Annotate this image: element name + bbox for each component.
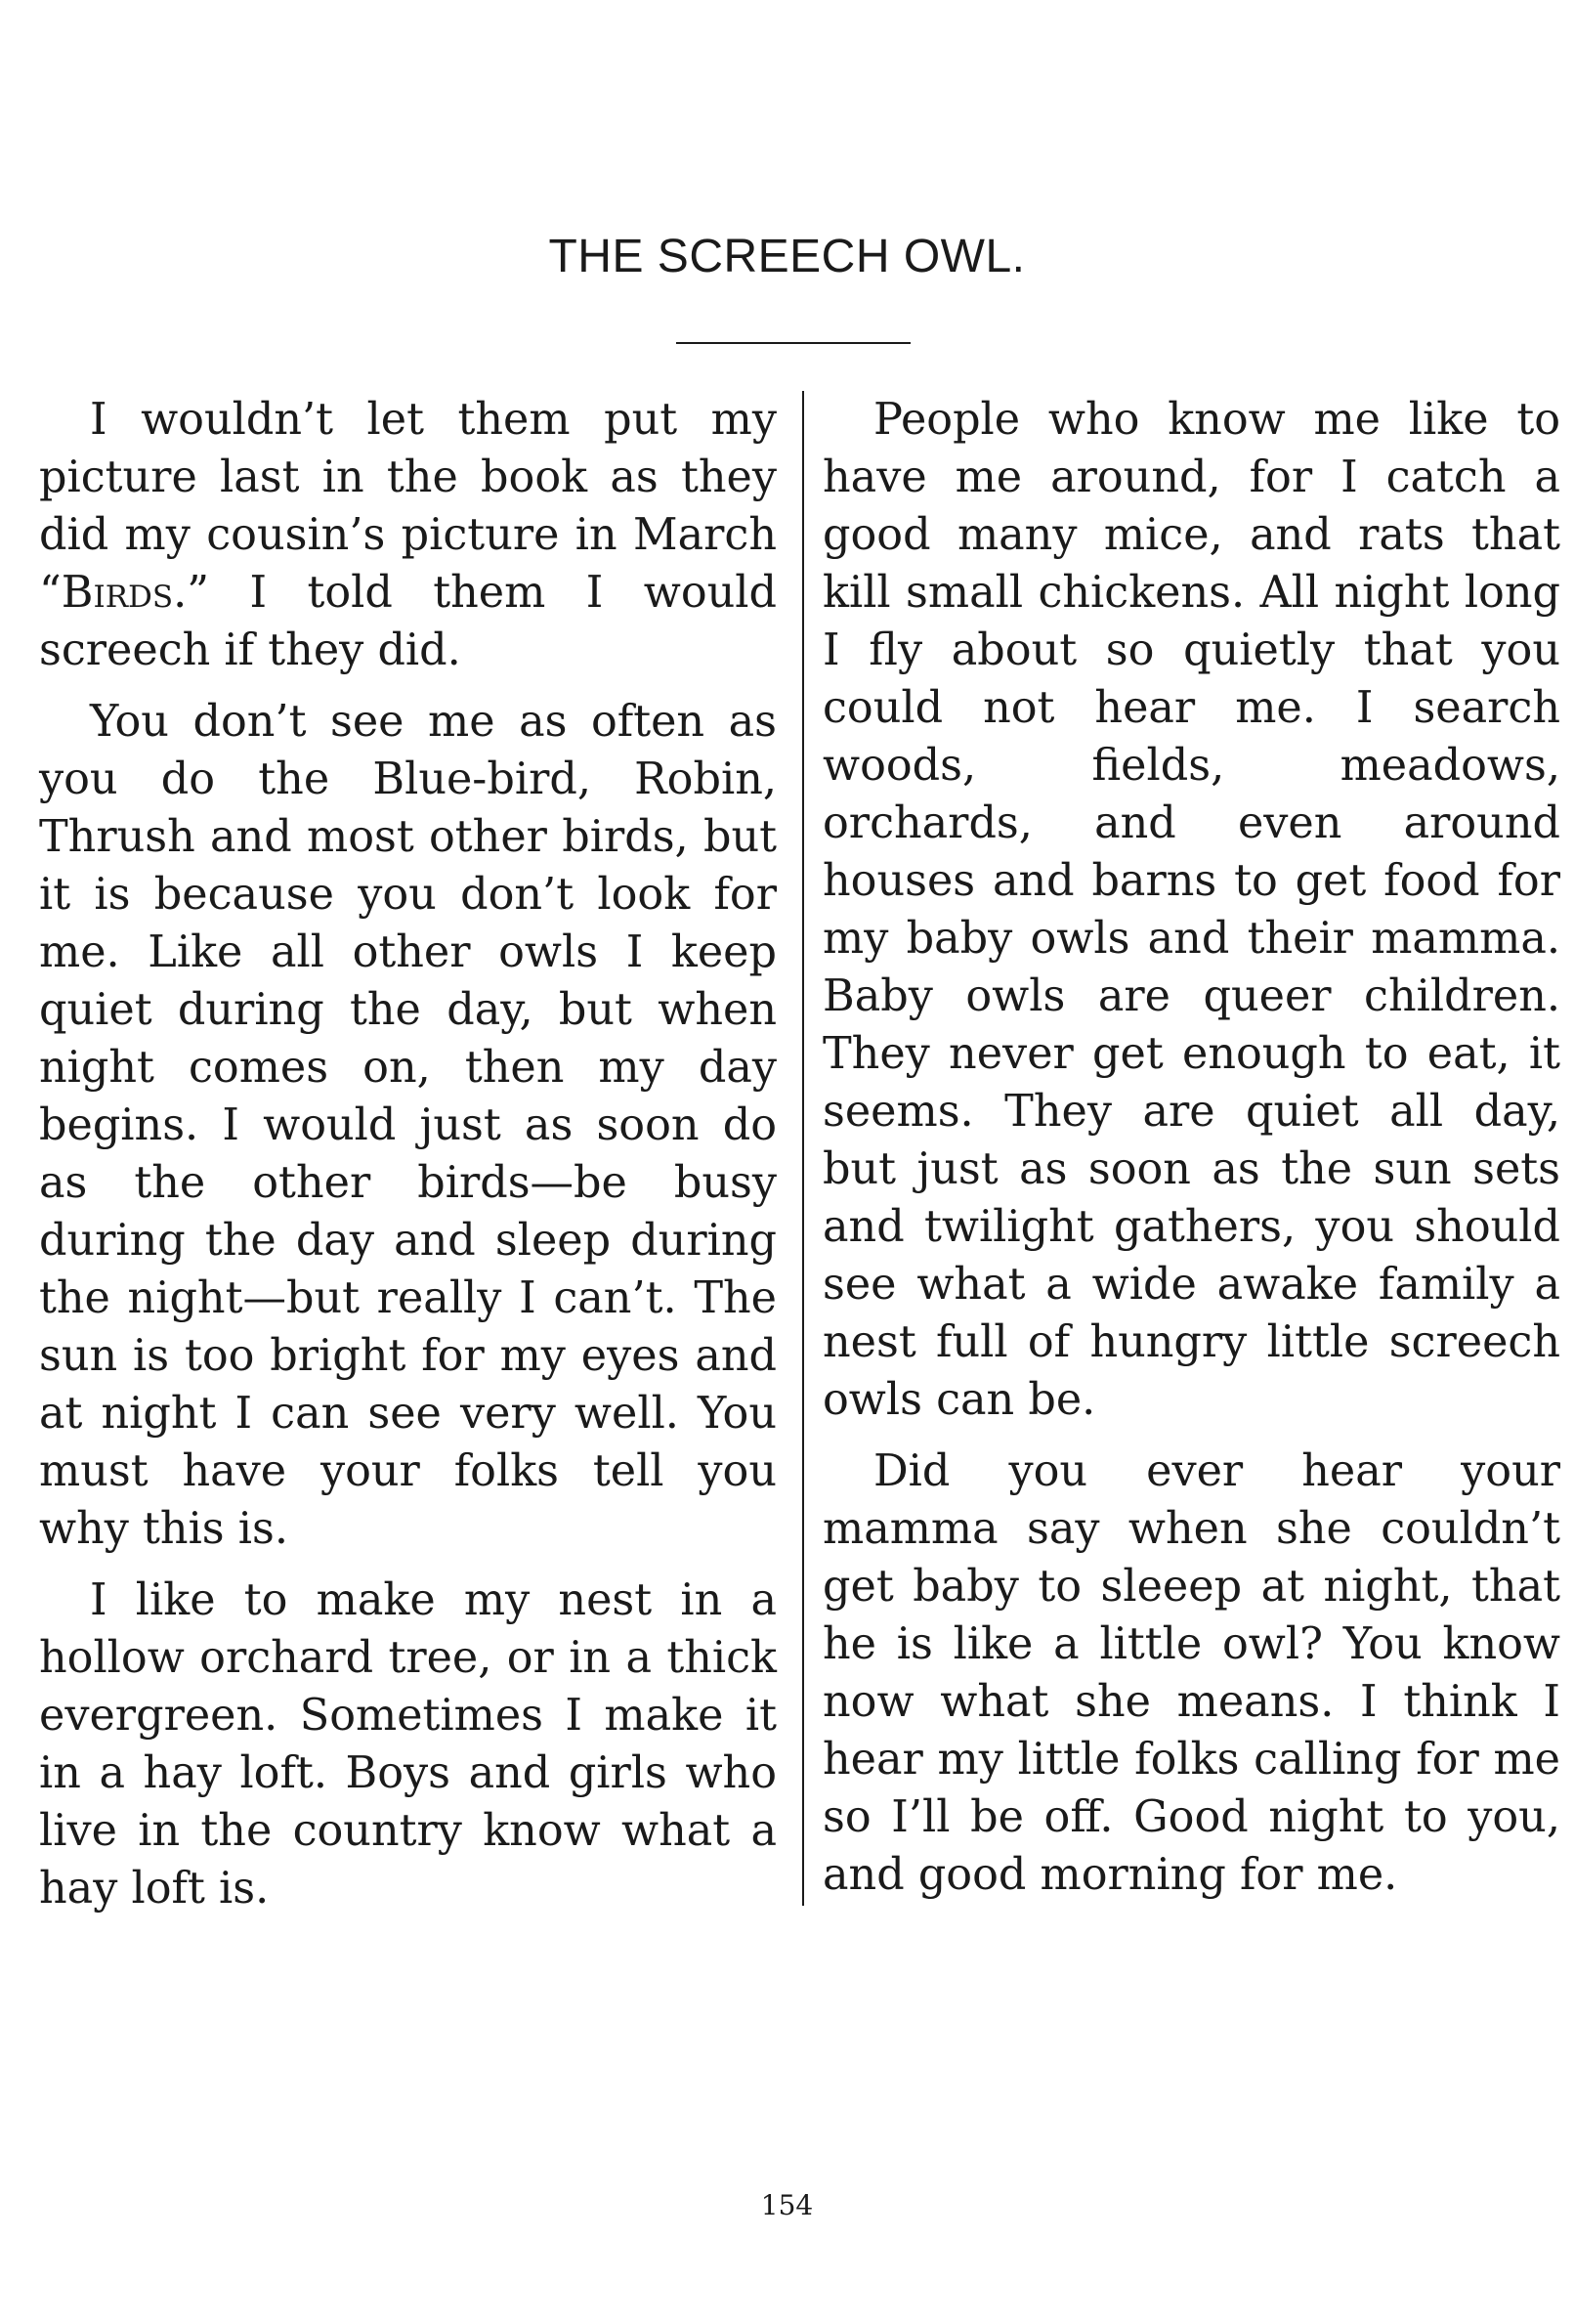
- title-divider: [676, 342, 911, 344]
- column-divider: [802, 391, 804, 1906]
- paragraph-5: Did you ever hear your mamma say when she couldn’t get baby to sleeep at night, that he is like a little owl? You know now what she means. I think I hear my little folks calling for me so I’ll be off. Good night to you, and good morning for me.: [823, 1446, 1560, 1900]
- page-number: 154: [760, 2189, 814, 2221]
- paragraph-1-text-start: I wouldn’t let them put my picture last in the book as they did my cousin’s picture in March “: [39, 395, 777, 618]
- right-column: [823, 391, 1560, 1917]
- paragraph-3: I like to make my nest in a hollow orchard tree, or in a thick evergreen. Sometimes I make it in a hay loft. Boys and girls who live in the country know what a hay loft is.: [39, 1575, 777, 1914]
- left-column: [39, 391, 777, 1931]
- paragraph-1: [39, 391, 777, 679]
- page-title: THE SCREECH OWL.: [548, 231, 1026, 282]
- paragraph-2: You don’t see me as often as you do the Blue-bird, Robin, Thrush and most other birds, but it is because you don’t look for me. Like all other owls I keep quiet during the day, but when night comes on, then my day begins. I would just as soon do as the other birds—be busy during the day and sleep during the night—but really I can’t. The sun is too bright for my eyes and at night I can see very well. You must have your folks tell you why this is.: [39, 697, 777, 1554]
- paragraph-4: People who know me like to have me around, for I catch a good many mice, and rats that kill small chickens. All night long I fly about so quietly that you could not hear me. I search woods, fields, meadows, orchards, and even around houses and barns to get food for my baby owls and their mamma. Baby owls are queer children. They never get enough to eat, it seems. They are quiet all day, but just as soon as the sun sets and twilight gathers, you should see what a wide awake family a nest full of hungry little screech owls can be.: [823, 395, 1560, 1425]
- birds-magazine-title: Birds: [61, 568, 174, 618]
- paragraph-1-text-end: .” I told them I would screech if they did.: [39, 568, 777, 675]
